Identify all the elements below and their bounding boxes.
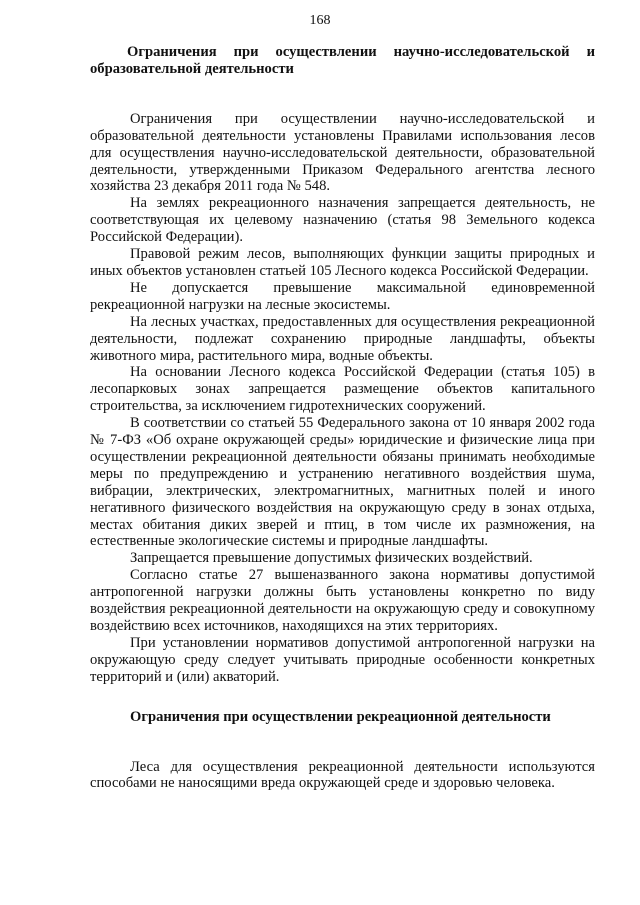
spacer: [90, 78, 595, 111]
paragraph: Запрещается превышение допустимых физических воздействий.: [130, 550, 533, 567]
paragraph: Ограничения при осуществлении научно-исследовательской и образовательной деятельности установлены Правилами использования лесов для осуществления научно-исследовательской деятельности, образовательной деятельности, утвержденными Приказом Федерального агентства лесного хозяйства 23 декабря 2011 года № 548.: [90, 110, 595, 195]
section-heading-recreation: Ограничения при осуществлении рекреационной деятельности: [130, 708, 551, 725]
page-content: [90, 44, 595, 792]
paragraph: При установлении нормативов допустимой антропогенной нагрузки на окружающую среду следует учитывать природные особенности конкретных территорий и (или) акваторий.: [90, 634, 595, 685]
paragraph: Леса для осуществления рекреационной деятельности используются способами не наносящими вреда окружающей среде и здоровью человека.: [90, 758, 595, 792]
section-heading-research: Ограничения при осуществлении научно-исследовательской и образовательной деятельности: [90, 44, 595, 77]
paragraph: На лесных участках, предоставленных для осуществления рекреационной деятельности, подлежат сохранению природные ландшафты, объекты животного мира, растительного мира, водные объекты.: [90, 313, 595, 364]
spacer: [90, 726, 595, 759]
paragraph: Не допускается превышение максимальной единовременной рекреационной нагрузки на лесные экосистемы.: [90, 279, 595, 313]
page-number: 168: [309, 13, 331, 28]
paragraph: В соответствии со статьей 55 Федерального закона от 10 января 2002 года № 7-ФЗ «Об охране окружающей среды» юридические и физические лица при осуществлении рекреационной деятельности обязаны принимать необходимые меры по предупреждению и устранению негативного воздействия шума, вибрации, электрических, электромагнитных, магнитных полей и иного негативного физического воздействия на окружающую среду в зонах отдыха, местах обитания диких зверей и птиц, в том числе их размножения, на естественные экологические системы и природные ландшафты.: [90, 415, 595, 550]
spacer: [90, 686, 595, 709]
paragraph: Согласно статье 27 вышеназванного закона нормативы допустимой антропогенной нагрузки должны быть установлены конкретно по виду воздействия рекреационной деятельности на окружающую среду и совокупному воздействию всех источников, находящихся на этих территориях.: [90, 567, 595, 634]
paragraph: На землях рекреационного назначения запрещается деятельность, не соответствующая их целевому назначению (статья 98 Земельного кодекса Российской Федерации).: [90, 195, 595, 246]
paragraph: На основании Лесного кодекса Российской Федерации (статья 105) в лесопарковых зонах запрещается размещение объектов капитального строительства, за исключением гидротехнических сооружений.: [90, 364, 595, 415]
paragraph: Правовой режим лесов, выполняющих функции защиты природных и иных объектов установлен статьей 105 Лесного кодекса Российской Федерации.: [90, 246, 595, 279]
